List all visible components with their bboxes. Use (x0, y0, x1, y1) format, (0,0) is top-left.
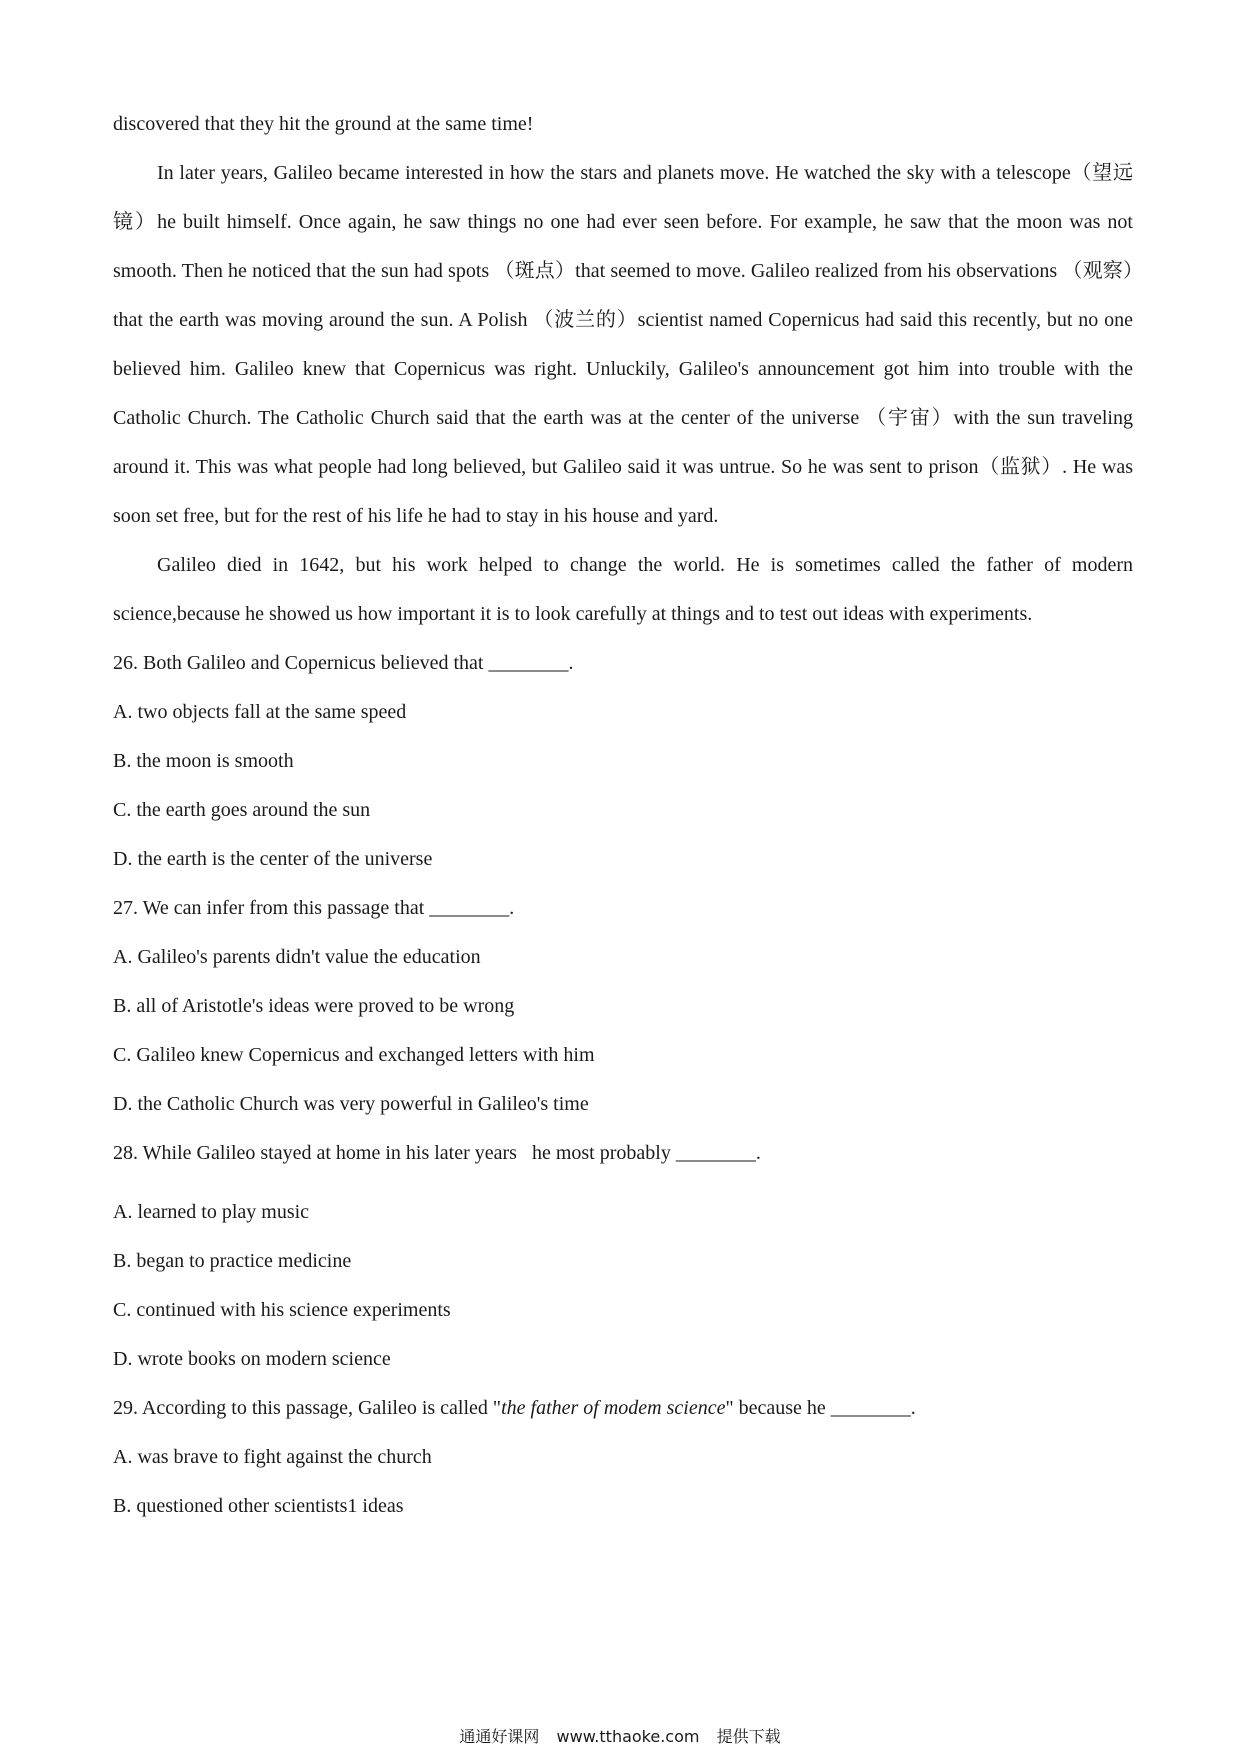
option-c: C. the earth goes around the sun (113, 799, 371, 821)
footer-note: 提供下载 (716, 1727, 781, 1746)
footer-url: www.tthaoke.com (556, 1727, 700, 1746)
question-28 (113, 1129, 1133, 1384)
option-b: B. began to practice medicine (113, 1250, 352, 1272)
question-stem (113, 1384, 1133, 1433)
option-a: A. two objects fall at the same speed (113, 701, 407, 723)
footer-site-name: 通通好课网 (459, 1727, 540, 1746)
option-a: A. Galileo's parents didn't value the education (113, 946, 481, 968)
question-stem: 28. While Galileo stayed at home in his later years he most probably ________. (113, 1142, 761, 1164)
passage-paragraph-2: In later years, Galileo became interested in how the stars and planets move. He watched the sky with a telescope（望远镜）he built himself. Once again, he saw things no one had ever seen before. For example, he saw that the moon was not smooth. Then he noticed that the sun had spots （斑点）that seemed to move. Galileo realized from his observations （观察）that the earth was moving around the sun. A Polish （波兰的）scientist named Copernicus had said this recently, but no one believed him. Galileo knew that Copernicus was right. Unluckily, Galileo's announcement got him into trouble with the Catholic Church. The Catholic Church said that the earth was at the center of the universe （宇宙）with the sun traveling around it. This was what people had long believed, but Galileo said it was untrue. So he was sent to prison（监狱）. He was soon set free, but for the rest of his life he had to stay in his house and yard. (113, 162, 1133, 527)
option-b: B. the moon is smooth (113, 750, 294, 772)
question-29 (113, 1384, 1133, 1531)
question-stem: 26. Both Galileo and Copernicus believed that ________. (113, 652, 574, 674)
option-c: C. Galileo knew Copernicus and exchanged letters with him (113, 1044, 595, 1066)
option-b: B. questioned other scientists1 ideas (113, 1495, 404, 1517)
page-footer (0, 1724, 1240, 1747)
question-26 (113, 639, 1133, 884)
option-a: A. learned to play music (113, 1201, 310, 1223)
option-d: D. wrote books on modern science (113, 1348, 391, 1370)
passage-paragraph-3: Galileo died in 1642, but his work helped to change the world. He is sometimes called the father of modern science,because he showed us how important it is to look carefully at things and to test out ideas with experiments. (113, 554, 1133, 625)
option-c: C. continued with his science experiments (113, 1299, 451, 1321)
document-page (113, 100, 1133, 1531)
option-a: A. was brave to fight against the church (113, 1446, 432, 1468)
stem-italic: the father of modem science (501, 1397, 726, 1419)
stem-before: 29. According to this passage, Galileo is called " (113, 1397, 502, 1419)
question-stem: 27. We can infer from this passage that ________. (113, 897, 515, 919)
passage-paragraph-1: discovered that they hit the ground at the same time! (113, 113, 534, 135)
question-27 (113, 884, 1133, 1129)
option-d: D. the Catholic Church was very powerful in Galileo's time (113, 1093, 589, 1115)
option-d: D. the earth is the center of the universe (113, 848, 433, 870)
option-b: B. all of Aristotle's ideas were proved to be wrong (113, 995, 515, 1017)
stem-after: " because he ________. (725, 1397, 916, 1419)
